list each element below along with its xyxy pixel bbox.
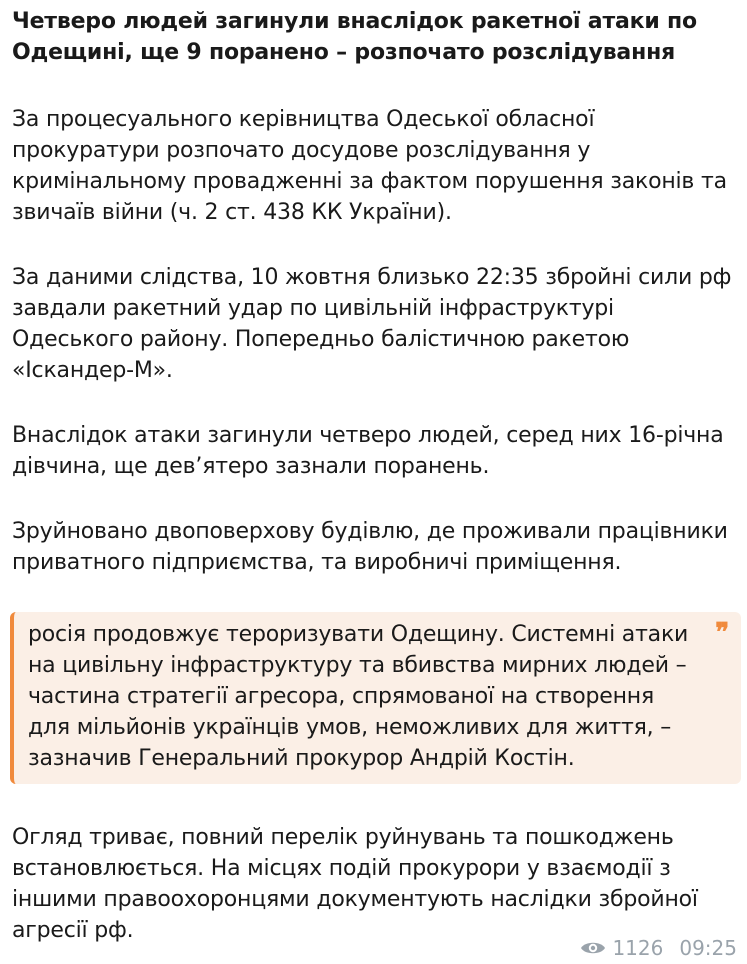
quote-icon: ❞ xyxy=(715,618,729,648)
paragraph-investigation: За процесуального керівництва Одеської обласної прокуратури розпочато досудове розслідування у кримінальному провадженні за фактом порушення законів та звичаїв війни (ч. 2 ст. 438 КК України). xyxy=(12,107,727,225)
eye-icon xyxy=(580,939,606,957)
quote-block xyxy=(10,612,741,784)
message-time: 09:25 xyxy=(679,936,737,960)
view-count: 1126 xyxy=(612,936,664,960)
paragraph-attack-details: За даними слідства, 10 жовтня близько 22:35 збройні сили рф завдали ракетний удар по цивільній інфраструктурі Одеського району. Попередньо балістичною ракетою «Іскандер-М». xyxy=(12,265,732,383)
paragraph-destruction: Зруйновано двоповерхову будівлю, де проживали працівники приватного підприємства, та виробничі приміщення. xyxy=(12,519,728,575)
paragraph-casualties: Внаслідок атаки загинули четверо людей, серед них 16-річна дівчина, ще дев’ятеро зазнали поранень. xyxy=(12,423,724,479)
post-title: Четверо людей загинули внаслідок ракетної атаки по Одещині, ще 9 поранено – розпочато розслідування xyxy=(12,9,697,65)
message-meta xyxy=(580,936,737,960)
paragraph-ongoing-review: Огляд триває, повний перелік руйнувань та пошкоджень встановлюється. На місцях подій прокурори у взаємодії з іншими правоохоронцями документують наслідки збройної агресії рф. xyxy=(12,825,698,943)
quote-text: росія продовжує тероризувати Одещину. Системні атаки на цивільну інфраструктуру та вбивства мирних людей – частина стратегії агресора, спрямованої на створення для мільйонів українців умов, неможливих для життя, – зазначив Генеральний прокурор Андрій Костін. xyxy=(28,622,689,771)
